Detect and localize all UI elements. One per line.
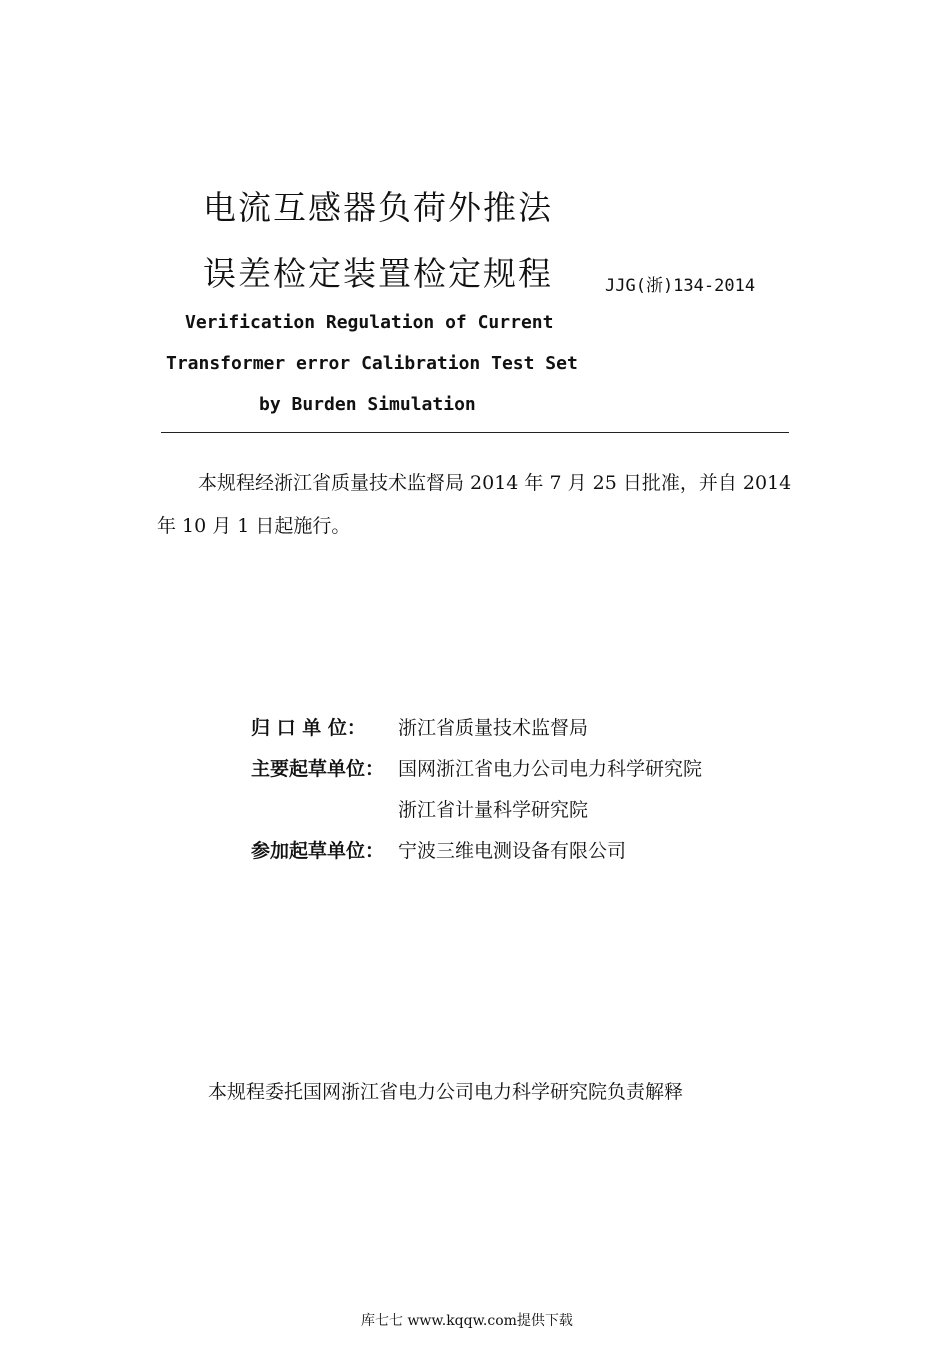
participating-drafting-unit-label: 参加起草单位：	[251, 840, 385, 862]
main-drafting-unit-value-1: 国网浙江省电力公司电力科学研究院	[398, 758, 703, 780]
title-divider	[161, 432, 789, 433]
main-drafting-unit-label: 主要起草单位：	[251, 758, 385, 780]
interpretation-note: 本规程委托国网浙江省电力公司电力科学研究院负责解释	[208, 1081, 684, 1103]
approval-line-1: 本规程经浙江省质量技术监督局 2014 年 7 月 25 日批准，并自 2014	[198, 472, 792, 494]
approval-line-2: 年 10 月 1 日起施行。	[157, 515, 351, 537]
standard-code: JJG(浙)134-2014	[605, 276, 756, 296]
english-title-line-1: Verification Regulation of Current	[185, 312, 554, 333]
english-title-line-2: Transformer error Calibration Test Set	[166, 353, 578, 374]
responsible-unit-value: 浙江省质量技术监督局	[398, 717, 589, 739]
participating-drafting-unit-value: 宁波三维电测设备有限公司	[398, 840, 627, 862]
responsible-unit-label: 归 口 单 位：	[251, 717, 366, 739]
title-line-2: 误差检定装置检定规程	[203, 254, 553, 293]
english-title-line-3: by Burden Simulation	[259, 394, 476, 415]
main-drafting-unit-value-2: 浙江省计量科学研究院	[398, 799, 589, 821]
download-footer: 库七七 www.kqqw.com提供下载	[361, 1313, 573, 1329]
title-line-1: 电流互感器负荷外推法	[203, 188, 553, 227]
